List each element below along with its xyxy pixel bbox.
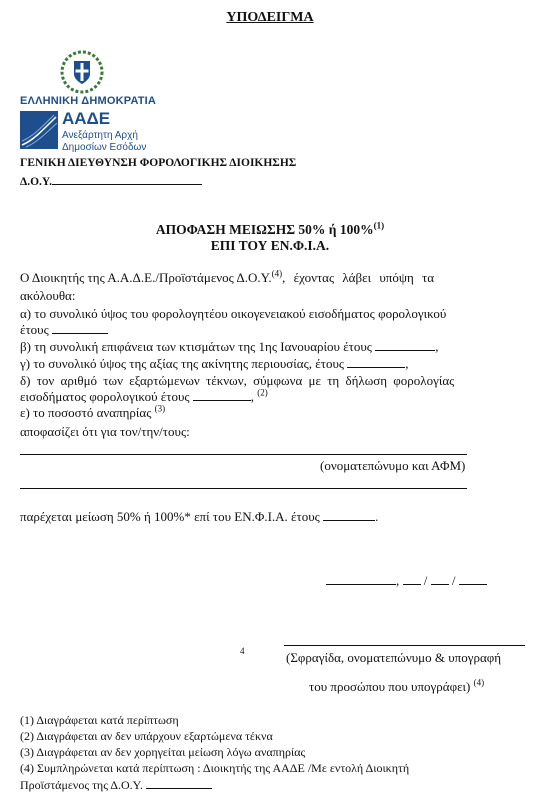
decision-title-sup: (1) <box>373 220 385 231</box>
year-blank[interactable] <box>459 573 487 585</box>
day-blank[interactable] <box>403 573 421 585</box>
document-title: ΥΠΟΔΕΙΓΜΑ <box>226 10 314 25</box>
page-number: 4 <box>240 646 245 656</box>
item-e-text: ε) το ποσοστό αναπηρίας <box>20 405 152 420</box>
aade-subtitle-line1: Ανεξάρτητη Αρχή <box>62 130 138 141</box>
item-d-text: εισοδήματος φορολογικού έτους <box>20 389 190 404</box>
republic-label: ΕΛΛΗΝΙΚΗ ΔΗΜΟΚΡΑΤΙΑ <box>20 95 157 107</box>
item-c-blank[interactable] <box>347 356 405 368</box>
aade-name: ΑΑΔΕ <box>62 109 111 128</box>
footnote-2: (2) Διαγράφεται αν δεν υπάρχουν εξαρτώμενα τέκνα <box>20 729 273 743</box>
stamp-sup: (4) <box>473 677 485 688</box>
stamp-caption-1: (Σφραγίδα, ονοματεπώνυμο & υπογραφή <box>286 650 502 665</box>
granted-text: παρέχεται μείωση 50% ή 100%* επί του ΕΝ.Φ.Ι.Α. έτους <box>20 509 320 524</box>
date-comma: , <box>396 573 400 588</box>
place-blank[interactable] <box>326 573 396 585</box>
item-d-sup: (2) <box>257 387 268 398</box>
intro-line-2: ακόλουθα: <box>20 288 76 303</box>
intro-line <box>20 270 520 286</box>
footnote-1: (1) Διαγράφεται κατά περίπτωση <box>20 713 179 727</box>
item-d-comma: , <box>250 389 255 404</box>
item-d-line2 <box>20 389 268 405</box>
item-a-line1: α) το συνολικό ύψος του φορολογητέου οικογενειακού εισοδήματος φορολογικού <box>20 306 447 321</box>
aade-subtitle-line2: Δημοσίων Εσόδων <box>62 142 147 153</box>
doy-blank[interactable] <box>52 173 202 185</box>
greek-emblem-icon <box>60 50 104 94</box>
item-a-year-label: έτους <box>20 322 49 337</box>
granted-line <box>20 509 378 525</box>
beneficiary-line-1[interactable] <box>20 454 467 455</box>
footnote-4-text: Προϊστάμενος της Δ.Ο.Υ. <box>20 778 143 792</box>
item-c <box>20 356 409 372</box>
item-d-line1: δ) τον αριθμό των εξαρτώμενων τέκνων, σύμφωνα με τη δήλωση φορολογίας <box>20 373 455 388</box>
item-b <box>20 339 438 355</box>
doy-label: Δ.Ο.Υ. <box>20 176 53 188</box>
stamp-caption-2 <box>309 679 484 695</box>
signature-line[interactable] <box>284 645 525 646</box>
item-c-text: γ) το συνολικό ύψος της αξίας της ακίνητης περιουσίας, έτους <box>20 356 345 371</box>
decision-title-text: ΑΠΟΦΑΣΗ ΜΕΙΩΣΗΣ 50% ή 100% <box>155 222 374 237</box>
date-line <box>326 573 487 589</box>
item-e-sup: (3) <box>154 403 166 414</box>
date-slash-1: / <box>423 573 428 588</box>
footnote-3: (3) Διαγράφεται αν δεν χορηγείται μείωση λόγω αναπηρίας <box>20 745 306 759</box>
date-slash-2: / <box>451 573 456 588</box>
item-b-blank[interactable] <box>375 339 435 351</box>
item-e <box>20 405 165 421</box>
intro-text-cont: , έχοντας λάβει υπόψη τα <box>282 270 435 285</box>
item-c-comma: , <box>405 356 409 371</box>
beneficiary-line-2[interactable] <box>20 488 467 489</box>
aade-logo-icon <box>20 111 58 149</box>
decision-title <box>0 222 540 238</box>
footnote-4-line1: (4) Συμπληρώνεται κατά περίπτωση : Διοικητής της ΑΑΔΕ /Με εντολή Διοικητή <box>20 761 410 775</box>
granted-year-blank[interactable] <box>323 509 375 521</box>
footnote-doy-blank[interactable] <box>146 777 212 789</box>
granted-period: . <box>375 509 379 524</box>
month-blank[interactable] <box>431 573 449 585</box>
doy-field <box>20 173 202 188</box>
footnote-4-line2 <box>20 777 212 793</box>
decides-line: αποφασίζει ότι για τον/την/τους: <box>20 424 190 439</box>
intro-sup: (4) <box>271 268 283 279</box>
item-d-blank[interactable] <box>193 389 251 401</box>
item-b-comma: , <box>435 339 439 354</box>
general-directorate: ΓΕΝΙΚΗ ΔΙΕΥΘΥΝΣΗ ΦΟΡΟΛΟΓΙΚΗΣ ΔΙΟΙΚΗΣΗΣ <box>20 157 297 169</box>
item-b-text: β) τη συνολική επιφάνεια των κτισμάτων της 1ης Ιανουαρίου έτους <box>20 339 372 354</box>
item-a-blank[interactable] <box>52 322 108 334</box>
item-a-line2 <box>20 322 108 338</box>
stamp-caption-2-text: του προσώπου που υπογράφει) <box>309 679 471 694</box>
decision-subtitle: ΕΠΙ ΤΟΥ ΕΝ.Φ.Ι.Α. <box>210 238 330 253</box>
name-afm-label: (ονοματεπώνυμο και ΑΦΜ) <box>320 458 466 473</box>
intro-text: Ο Διοικητής της Α.Α.Δ.Ε./Προϊστάμενος Δ.Ο.Υ. <box>20 270 272 285</box>
